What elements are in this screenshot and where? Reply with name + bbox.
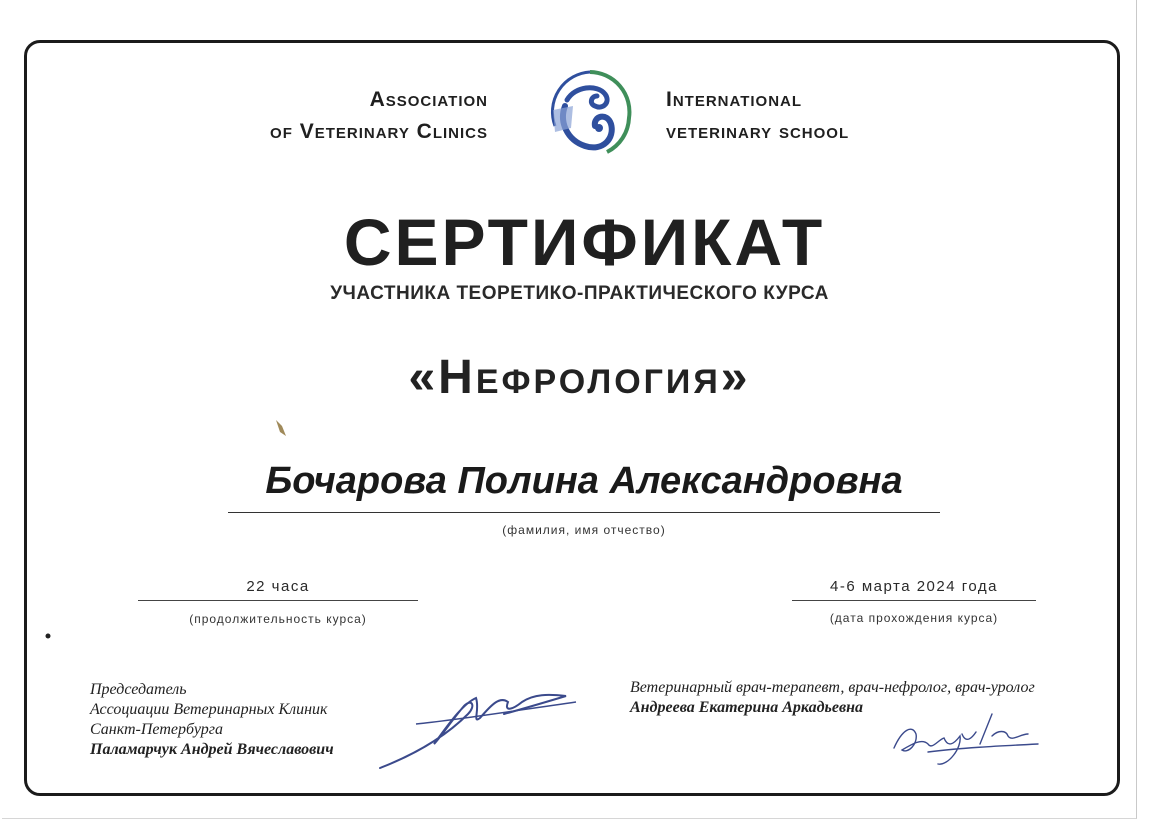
school-line-2: veterinary school [666,120,850,143]
association-name [150,84,488,148]
paper-speck [270,418,300,442]
duration-value: 22 часа [246,578,310,595]
left-signatory [90,680,410,760]
course-name: «Нефрология» [408,351,751,404]
certificate-title: СЕРТИФИКАТ [343,205,826,279]
left-signature-icon [376,684,586,774]
school-name [666,84,966,148]
left-signatory-organization: Ассоциации Ветеринарных Клиник [90,701,328,718]
right-signatory-role: Ветеринарный врач-терапевт, врач-нефролог, врач-уролог [630,679,1035,696]
left-signatory-name: Паламарчук Андрей Вячеславович [90,741,334,758]
duration-underline [138,600,418,601]
association-line-2: of Veterinary Clinics [270,120,488,143]
association-line-1: Association [369,88,488,111]
certificate-subtitle: УЧАСТНИКА ТЕОРЕТИКО-ПРАКТИЧЕСКОГО КУРСА [330,283,829,304]
left-signatory-city: Санкт-Петербурга [90,721,223,738]
right-signatory-name: Андреева Екатерина Аркадьевна [630,699,863,716]
paper-speck-2 [44,632,54,640]
school-line-1: International [666,88,803,111]
recipient-caption: (фамилия, имя отчество) [502,523,666,537]
recipient-name: Бочарова Полина Александровна [265,460,903,502]
duration-caption: (продолжительность курса) [189,612,367,626]
date-underline [792,600,1036,601]
left-signatory-position: Председатель [90,681,187,698]
date-caption: (дата прохождения курса) [829,611,999,625]
right-signature-icon [888,704,1048,774]
date-value: 4-6 марта 2024 года [829,578,998,595]
recipient-name-underline [228,512,940,513]
avc-ivs-logo-icon [545,66,635,160]
